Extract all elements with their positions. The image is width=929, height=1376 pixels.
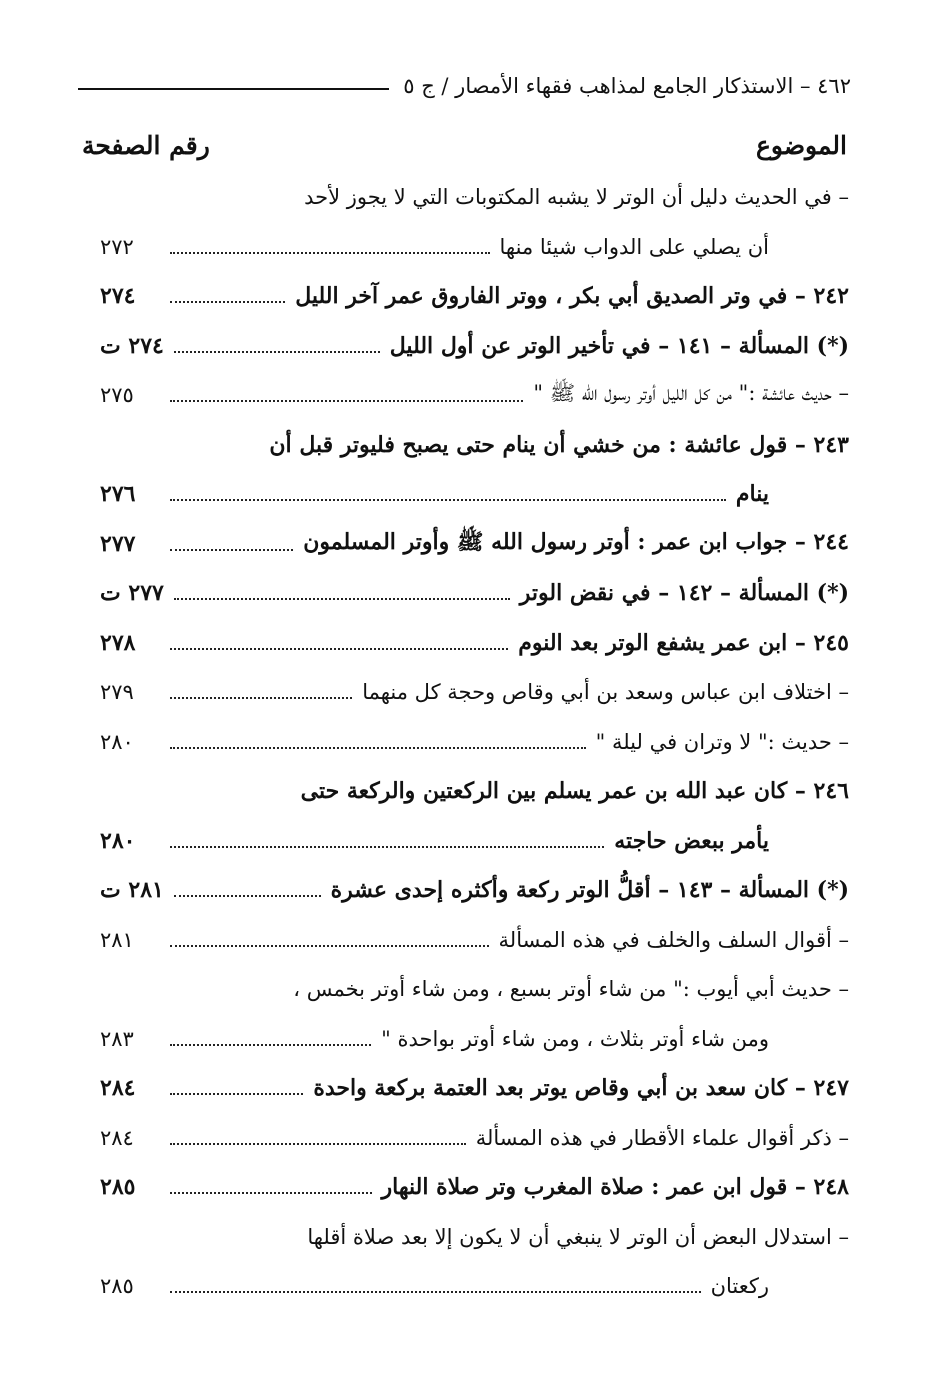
entry-text: ٢٤٨ – قول ابن عمر : صلاة المغرب وتر صلاة النهار	[381, 1174, 849, 1200]
entry-text: – حديث أبي أيوب :" من شاء أوتر بسبع ، ومن شاء أوتر بخمس ،	[293, 977, 849, 1001]
toc-entry	[100, 1261, 769, 1311]
toc-entry	[100, 370, 849, 420]
entry-page-number: ٢٨٣	[100, 1026, 134, 1051]
toc-entry	[100, 568, 849, 618]
toc-entry	[100, 717, 849, 767]
running-title: ٤٦٢ – الاستذكار الجامع لمذاهب فقهاء الأمصار / ج ٥	[403, 74, 851, 98]
leader-dots	[170, 1044, 371, 1046]
entry-text: ٢٤٣ – قول عائشة : من خشي أن ينام حتى يصبح فليوتر قبل أن	[269, 431, 849, 458]
toc-entry	[100, 469, 769, 519]
leader-dots	[170, 648, 508, 650]
entry-page-number: ٢٨١	[100, 927, 134, 952]
entry-text: – اختلاف ابن عباس وسعد بن أبي وقاص وحجة كل منهما	[362, 680, 849, 704]
leader-dots	[170, 1093, 303, 1095]
entry-text: ٢٤٦ – كان عبد الله بن عمر يسلم بين الركعتين والركعة حتى	[300, 778, 849, 804]
entry-page-number: ٢٨١ ت	[100, 877, 164, 903]
entry-page-number: ٢٧٥	[100, 383, 134, 407]
entry-page-number: ٢٨٠	[100, 827, 136, 854]
entry-text: – حديث عائشة :" من كل الليل أوتر رسول الله ﷺ "	[533, 380, 849, 405]
leader-dots	[170, 499, 726, 501]
toc-entry	[100, 321, 849, 371]
toc-entry	[100, 667, 849, 717]
header-rule	[78, 88, 389, 90]
entry-page-number: ٢٨٥	[100, 1174, 136, 1200]
toc-entry	[100, 964, 849, 1014]
toc-entry	[100, 766, 849, 816]
leader-dots	[170, 1291, 701, 1293]
topic-column-header: الموضوع	[756, 130, 847, 160]
toc-entry	[100, 1162, 849, 1212]
entry-text: أن يصلي على الدواب شيئا منها	[499, 234, 769, 259]
page-number-column-header: رقم الصفحة	[82, 130, 210, 160]
entry-text: ركعتان	[710, 1274, 769, 1298]
entry-page-number: ٢٧٧ ت	[100, 580, 164, 606]
entry-page-number: ٢٧٩	[100, 680, 134, 704]
toc-entry	[100, 271, 849, 321]
entry-text: – استدلال البعض أن الوتر لا ينبغي أن لا يكون إلا بعد صلاة أقلها	[307, 1224, 849, 1249]
leader-dots	[170, 945, 489, 947]
leader-dots	[170, 400, 523, 402]
toc-entry	[100, 915, 849, 965]
entry-page-number: ٢٧٤	[100, 283, 136, 309]
leader-dots	[170, 301, 285, 303]
column-headers	[82, 125, 847, 165]
entry-text: (*) المسألة – ١٤٣ – أقلُّ الوتر ركعة وأكثره إحدى عشرة	[330, 877, 849, 903]
leader-dots	[170, 697, 352, 699]
toc-entry	[100, 1063, 849, 1113]
entry-page-number: ٢٧٧	[100, 530, 136, 557]
entry-page-number: ٢٧٨	[100, 629, 136, 656]
entry-page-number: ٢٨٥	[100, 1274, 134, 1298]
toc-entry	[100, 1113, 849, 1163]
toc-entry	[100, 172, 849, 222]
leader-dots	[174, 598, 510, 600]
leader-dots	[170, 549, 293, 551]
leader-dots	[170, 747, 586, 749]
entry-text: (*) المسألة – ١٤٢ – في نقض الوتر	[519, 580, 849, 606]
entry-text: – في الحديث دليل أن الوتر لا يشبه المكتوبات التي لا يجوز لأحد	[304, 185, 849, 209]
toc-entry	[100, 618, 849, 668]
leader-dots	[170, 846, 604, 848]
entry-text: ٢٤٢ – في وتر الصديق أبي بكر ، ووتر الفاروق عمر آخر الليل	[295, 283, 849, 309]
entry-text: ٢٤٧ – كان سعد بن أبي وقاص يوتر بعد العتمة بركعة واحدة	[313, 1075, 849, 1101]
toc-entry	[100, 1014, 769, 1064]
entry-page-number: ٢٧٢	[100, 234, 134, 259]
entry-text: ٢٤٥ – ابن عمر يشفع الوتر بعد النوم	[518, 629, 849, 656]
leader-dots	[170, 1192, 372, 1194]
toc-entry	[100, 519, 849, 569]
entry-text: – أقوال السلف والخلف في هذه المسألة	[498, 927, 849, 952]
entry-text: يأمر ببعض حاجته	[614, 827, 769, 854]
entry-page-number: ٢٨٤	[100, 1125, 134, 1150]
entry-text: (*) المسألة – ١٤١ – في تأخير الوتر عن أول الليل	[389, 332, 849, 359]
entry-text: ينام	[735, 481, 769, 507]
entry-text: – ذكر أقوال علماء الأقطار في هذه المسألة	[475, 1125, 849, 1150]
toc-entry	[100, 420, 849, 470]
leader-dots	[174, 895, 321, 897]
entry-text: ومن شاء أوتر بثلاث ، ومن شاء أوتر بواحدة "	[381, 1026, 769, 1051]
entry-text: – حديث :" لا وتران في ليلة "	[595, 729, 849, 754]
toc-entry	[100, 865, 849, 915]
entry-page-number: ٢٨٤	[100, 1075, 136, 1101]
entry-text: ٢٤٤ – جواب ابن عمر : أوتر رسول الله ﷺ وأوتر المسلمون	[303, 528, 849, 555]
leader-dots	[170, 252, 490, 254]
leader-dots	[174, 351, 380, 353]
toc-entry	[100, 816, 769, 866]
toc-entry	[100, 1212, 849, 1262]
toc-entry	[100, 222, 769, 272]
running-header	[78, 58, 851, 98]
entry-page-number: ٢٧٦	[100, 481, 136, 507]
leader-dots	[170, 1143, 466, 1145]
entry-page-number: ٢٨٠	[100, 729, 134, 754]
entry-page-number: ٢٧٤ ت	[100, 332, 164, 359]
